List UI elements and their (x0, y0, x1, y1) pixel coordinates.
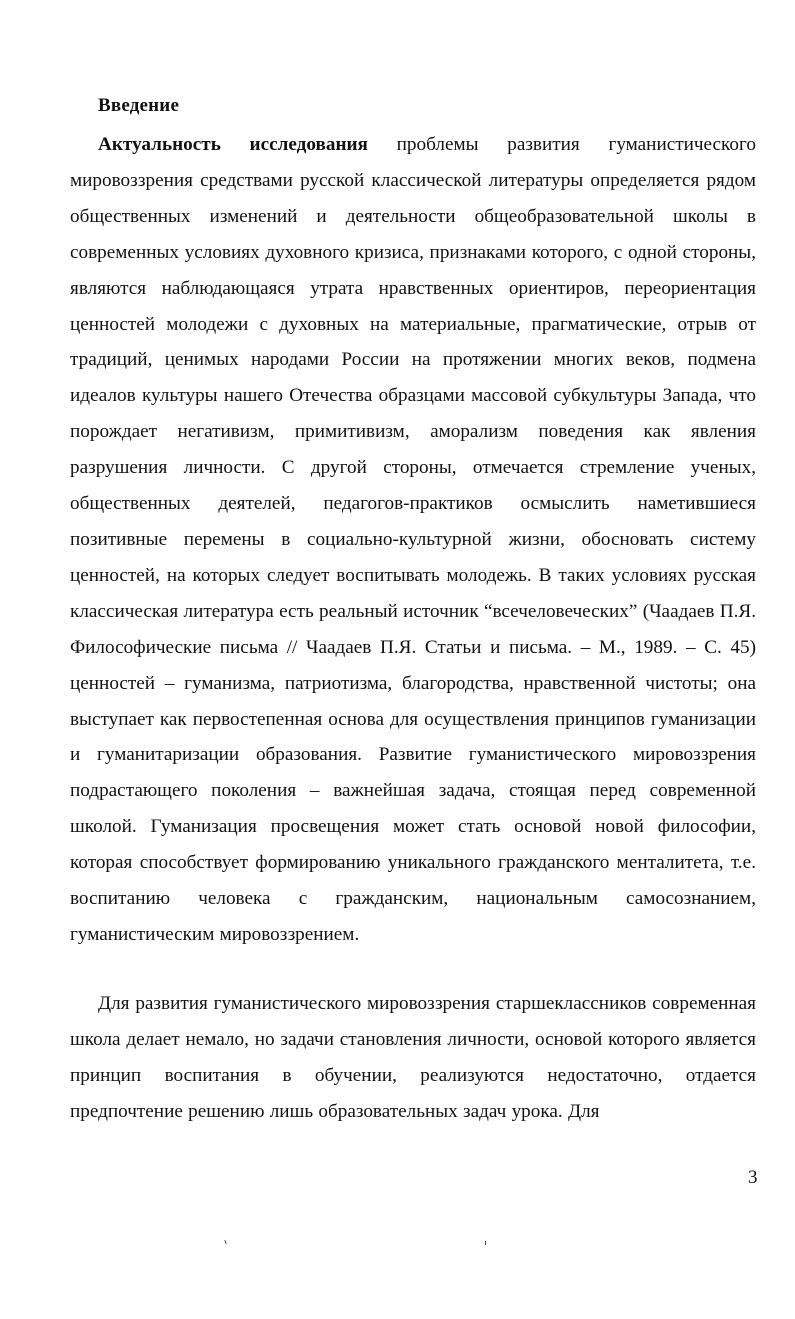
lead-term-bold: Актуальность исследования (98, 134, 368, 155)
paragraph-school-role: Для развития гуманистического мировоззрения старшеклассников современная школа делает немало, но задачи становления личности, основой которого является принцип воспитания в обучении, реализуются недостаточно, отдается предпочтение решению лишь образовательных задач урока. Для (70, 993, 756, 1122)
paragraph-relevance-text: проблемы развития гуманистического мировоззрения средствами русской классической литературы определяется рядом общественных изменений и деятельности общеобразовательной школы в современных условиях духовного кризиса, признаками которого, с одной стороны, являются наблюдающаяся утрата нравственных ориентиров, переориентация ценностей молодежи с духовных на материальные, прагматические, отрыв от традиций, ценимых народами России на протяжении многих веков, подмена идеалов культуры нашего Отечества образцами массовой субкультуры Запада, что порождает негативизм, примитивизм, аморализм поведения как явления разрушения личности. С другой стороны, отмечается стремление ученых, общественных деятелей, педагогов-практиков осмыслить наметившиеся позитивные перемены в социально-культурной жизни, обосновать систему ценностей, на которых следует воспитывать молодежь. В таких условиях русская классическая литература есть реальный источник “всечеловеческих” (Чаадаев П.Я. Философические письма // Чаадаев П.Я. Статьи и письма. – М., 1989. – С. 45) ценностей – гуманизма, патриотизма, благородства, нравственной чистоты; она выступает как первостепенная основа для осуществления принципов гуманизации и гуманитаризации образования. Развитие гуманистического мировоззрения подрастающего поколения – важнейшая задача, стоящая перед современной школой. Гуманизация просвещения может стать основой новой философии, которая способствует формированию уникального гражданского менталитета, т.е. воспитанию человека с гражданским, национальным самосознанием, гуманистическим мировоззрением. (70, 134, 756, 945)
scan-speck (485, 1241, 486, 1245)
scan-speck (224, 1240, 226, 1244)
page-number: 3 (748, 1167, 758, 1188)
paragraph-relevance (70, 127, 756, 953)
section-heading: Введение (98, 95, 180, 116)
